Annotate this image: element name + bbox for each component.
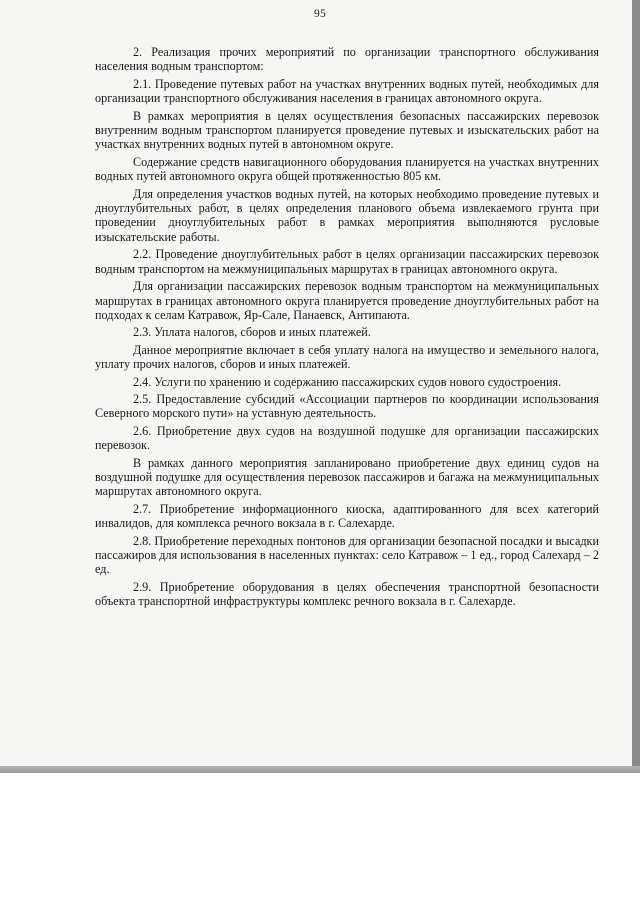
paragraph: В рамках данного мероприятия запланировано приобретение двух единиц судов на воздушной подушке для осуществления перевозок пассажиров и багажа на межмуниципальных маршрутах автономного округа.: [95, 455, 599, 499]
paragraph: 2.7. Приобретение информационного киоска, адаптированного для всех категорий инвалидов, для комплекса речного вокзала в г. Салехарде.: [95, 501, 599, 531]
paragraph: 2. Реализация прочих мероприятий по организации транспортного обслуживания населения водным транспортом:: [95, 45, 599, 74]
page-number: 95: [313, 8, 327, 20]
paragraph: 2.5. Предоставление субсидий «Ассоциации партнеров по координации использования Северного морского пути» на уставную деятельность.: [95, 391, 599, 421]
paragraph: 2.9. Приобретение оборудования в целях обеспечения транспортной безопасности объекта транспортной инфраструктуры комплекс речного вокзала в г. Салехарде.: [95, 579, 599, 609]
paragraph: Для организации пассажирских перевозок водным транспортом на межмуниципальных маршрутах в границах автономного округа планируется проведение дноуглубительных работ на подходах к селам Катравож, Яр-Сале, Панаевск, Антипаюта.: [95, 279, 599, 322]
paragraph: 2.6. Приобретение двух судов на воздушной подушке для организации пассажирских перевозок.: [95, 423, 599, 453]
paragraph: 2.4. Услуги по хранению и содержанию пассажирских судов нового судостроения.: [133, 374, 562, 389]
paragraph: 2.1. Проведение путевых работ на участках внутренних водных путей, необходимых для организации транспортного обслуживания населения в границах автономного округа.: [95, 76, 599, 106]
paragraph: Данное мероприятие включает в себя уплату налога на имущество и земельного налога, уплату прочих налогов, сборов и иных платежей.: [95, 342, 599, 372]
paragraph: Для определения участков водных путей, на которых необходимо проведение путевых и дноуглубительных работ, в целях определения планового объема извлекаемого грунта при проведении дноуглубительных работ в рамках мероприятия выполняются русловые изыскательские работы.: [95, 186, 599, 244]
paragraph: Содержание средств навигационного оборудования планируется на участках внутренних водных путей автономного округа общей протяженностью 805 км.: [95, 154, 599, 184]
paragraph: 2.8. Приобретение переходных понтонов для организации безопасной посадки и высадки пассажиров для использования в населенных пунктах: село Катравож – 1 ед., город Салехард – 2 ед.: [95, 533, 599, 577]
paragraph: В рамках мероприятия в целях осуществления безопасных пассажирских перевозок внутренним водным транспортом планируется проведение путевых и изыскательских работ на участках внутренних водных путей в автономном округе.: [95, 108, 599, 152]
scan-edge: [0, 766, 640, 773]
paragraph: 2.2. Проведение дноуглубительных работ в целях организации пассажирских перевозок водным транспортом на межмуниципальных маршрутах в границах автономного округа.: [95, 247, 599, 276]
document-body: [95, 45, 599, 612]
paragraph: 2.3. Уплата налогов, сборов и иных платежей.: [133, 325, 371, 340]
